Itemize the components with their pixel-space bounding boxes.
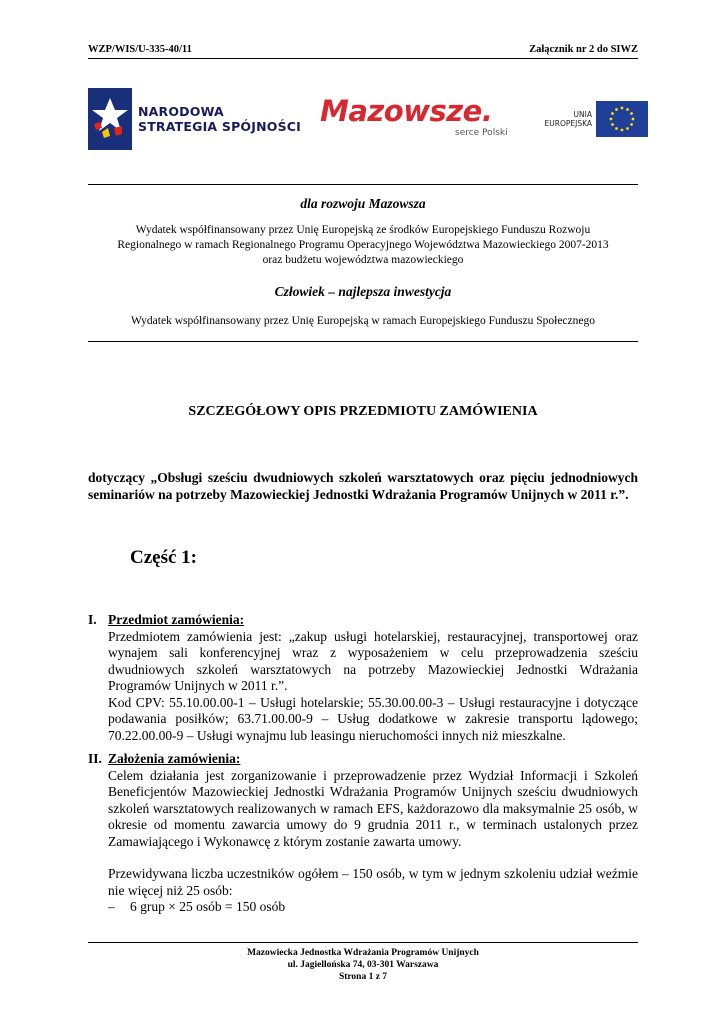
attachment-label: Załącznik nr 2 do SIWZ bbox=[529, 44, 638, 55]
eu-star-icon bbox=[615, 127, 618, 130]
eu-star-icon bbox=[611, 112, 614, 115]
nss-emblem-icon bbox=[88, 88, 132, 150]
mazowsze-logo bbox=[320, 94, 520, 146]
eu-star-icon bbox=[630, 112, 633, 115]
nss-wordmark bbox=[138, 104, 301, 134]
footer-institution: Mazowiecka Jednostka Wdrażania Programów Unijnych bbox=[247, 948, 479, 958]
eu-label bbox=[540, 110, 592, 128]
mazowsze-slogan: serce Polski bbox=[455, 128, 508, 138]
nss-line-1: NARODOWA bbox=[138, 104, 224, 119]
section-1-paragraph-1: Przedmiotem zamówienia jest: „zakup usługi hotelarskiej, restauracyjnej, transportowej oraz wynajem sali konferencyjnej wraz z wyposażeniem w celu przeprowadzenia sześciu dwudniowych szkoleń warsztatowych na potrzeby Mazowieckiej Jednostki Wdrażania Programów Unijnych w 2011 r.”. bbox=[108, 628, 638, 693]
funding-text-line-1: Wydatek współfinansowany przez Unię Europejską ze środków Europejskiego Funduszu Rozwoju bbox=[135, 224, 591, 236]
document-title: SZCZEGÓŁOWY OPIS PRZEDMIOTU ZAMÓWIENIA bbox=[188, 404, 538, 419]
top-rule bbox=[88, 184, 638, 185]
logo-bar bbox=[88, 88, 648, 150]
header-rule bbox=[88, 58, 638, 59]
section-1-heading: Przedmiot zamówienia: bbox=[108, 612, 245, 627]
subject-paragraph: dotyczący „Obsługi sześciu dwudniowych szkoleń warsztatowych oraz pięciu jednodniowych seminariów na potrzeby Mazowieckiej Jednostki Wdrażania Programów Unijnych w 2011 r.”. bbox=[88, 470, 638, 502]
section-1-paragraph-2: Kod CPV: 55.10.00.00-1 – Usługi hotelarskie; 55.30.00.00-3 – Usługi restauracyjne i dotyczące podawania posiłków; 63.71.00.00-9 – Usług dodatkowe w zakresie transportu lądowego; 70.22.00.00-9 – Usługi wynajmu lub leasingu nieruchomości innych niż mieszkalne. bbox=[108, 694, 638, 743]
funding-text-line-3: oraz budżetu województwa mazowieckiego bbox=[262, 254, 464, 266]
eu-label-line-1: UNIA bbox=[573, 110, 592, 119]
section-2-paragraph-2: Przewidywana liczba uczestników ogółem – 150 osób, w tym w jednym szkoleniu udział weźmie nie więcej niż 25 osób: bbox=[108, 866, 638, 898]
list-item-text: 6 grup × 25 osób = 150 osób bbox=[130, 899, 286, 914]
bullet-dash: – bbox=[108, 899, 115, 914]
funding-text-esf: Wydatek współfinansowany przez Unię Europejską w ramach Europejskiego Funduszu Społecznego bbox=[131, 315, 595, 327]
section-2-paragraph-1: Celem działania jest zorganizowanie i przeprowadzenie przez Wydział Informacji i Szkoleń Beneficjentów Mazowieckiej Jednostki Wdrażania Programów Unijnych sześciu dwudniowych szkoleń warsztatowych realizowanych w ramach EFS, każdorazowo dla maksymalnie 25 osób, w okresie od momentu zawarcia umowy do 9 grudnia 2011 r., w terminach ustalonych przez Zamawiającego i Wykonawcę z którym zostanie zawarta umowy. bbox=[108, 767, 638, 849]
footer-address: ul. Jagiellońska 74, 03-301 Warszawa bbox=[287, 960, 439, 970]
eu-star-icon bbox=[626, 108, 629, 111]
tagline-human: Człowiek – najlepsza inwestycja bbox=[274, 284, 452, 299]
eu-star-icon bbox=[621, 107, 624, 110]
eu-star-icon bbox=[632, 118, 635, 121]
funding-text-erdf bbox=[88, 223, 638, 268]
page-footer bbox=[88, 947, 638, 983]
eu-star-icon bbox=[611, 123, 614, 126]
nss-line-2: STRATEGIA SPÓJNOŚCI bbox=[138, 119, 302, 134]
funding-text-line-2: Regionalnego w ramach Regionalnego Programu Operacyjnego Województwa Mazowieckiego 2007-2013 bbox=[117, 239, 609, 251]
list-item bbox=[108, 899, 638, 916]
eu-flag-icon bbox=[596, 101, 648, 137]
eu-star-icon bbox=[621, 129, 624, 132]
funding-rule bbox=[88, 341, 638, 342]
section-1-number: I. bbox=[88, 612, 97, 627]
eu-star-icon bbox=[626, 127, 629, 130]
eu-label-line-2: EUROPEJSKA bbox=[544, 119, 592, 128]
mazowsze-wordmark: Mazowsze. bbox=[320, 94, 493, 128]
eu-star-icon bbox=[615, 108, 618, 111]
footer-rule bbox=[88, 942, 638, 943]
page-number: Strona 1 z 7 bbox=[338, 972, 388, 982]
section-2-number: II. bbox=[88, 751, 102, 766]
nss-logo bbox=[88, 88, 303, 150]
part-heading: Część 1: bbox=[130, 547, 197, 568]
eu-star-icon bbox=[610, 118, 613, 121]
tagline-mazowsze: dla rozwoju Mazowsza bbox=[300, 196, 426, 211]
reference-number: WZP/WIS/U-335-40/11 bbox=[88, 44, 192, 55]
section-2-heading: Założenia zamówienia: bbox=[108, 751, 241, 766]
eu-star-icon bbox=[630, 123, 633, 126]
